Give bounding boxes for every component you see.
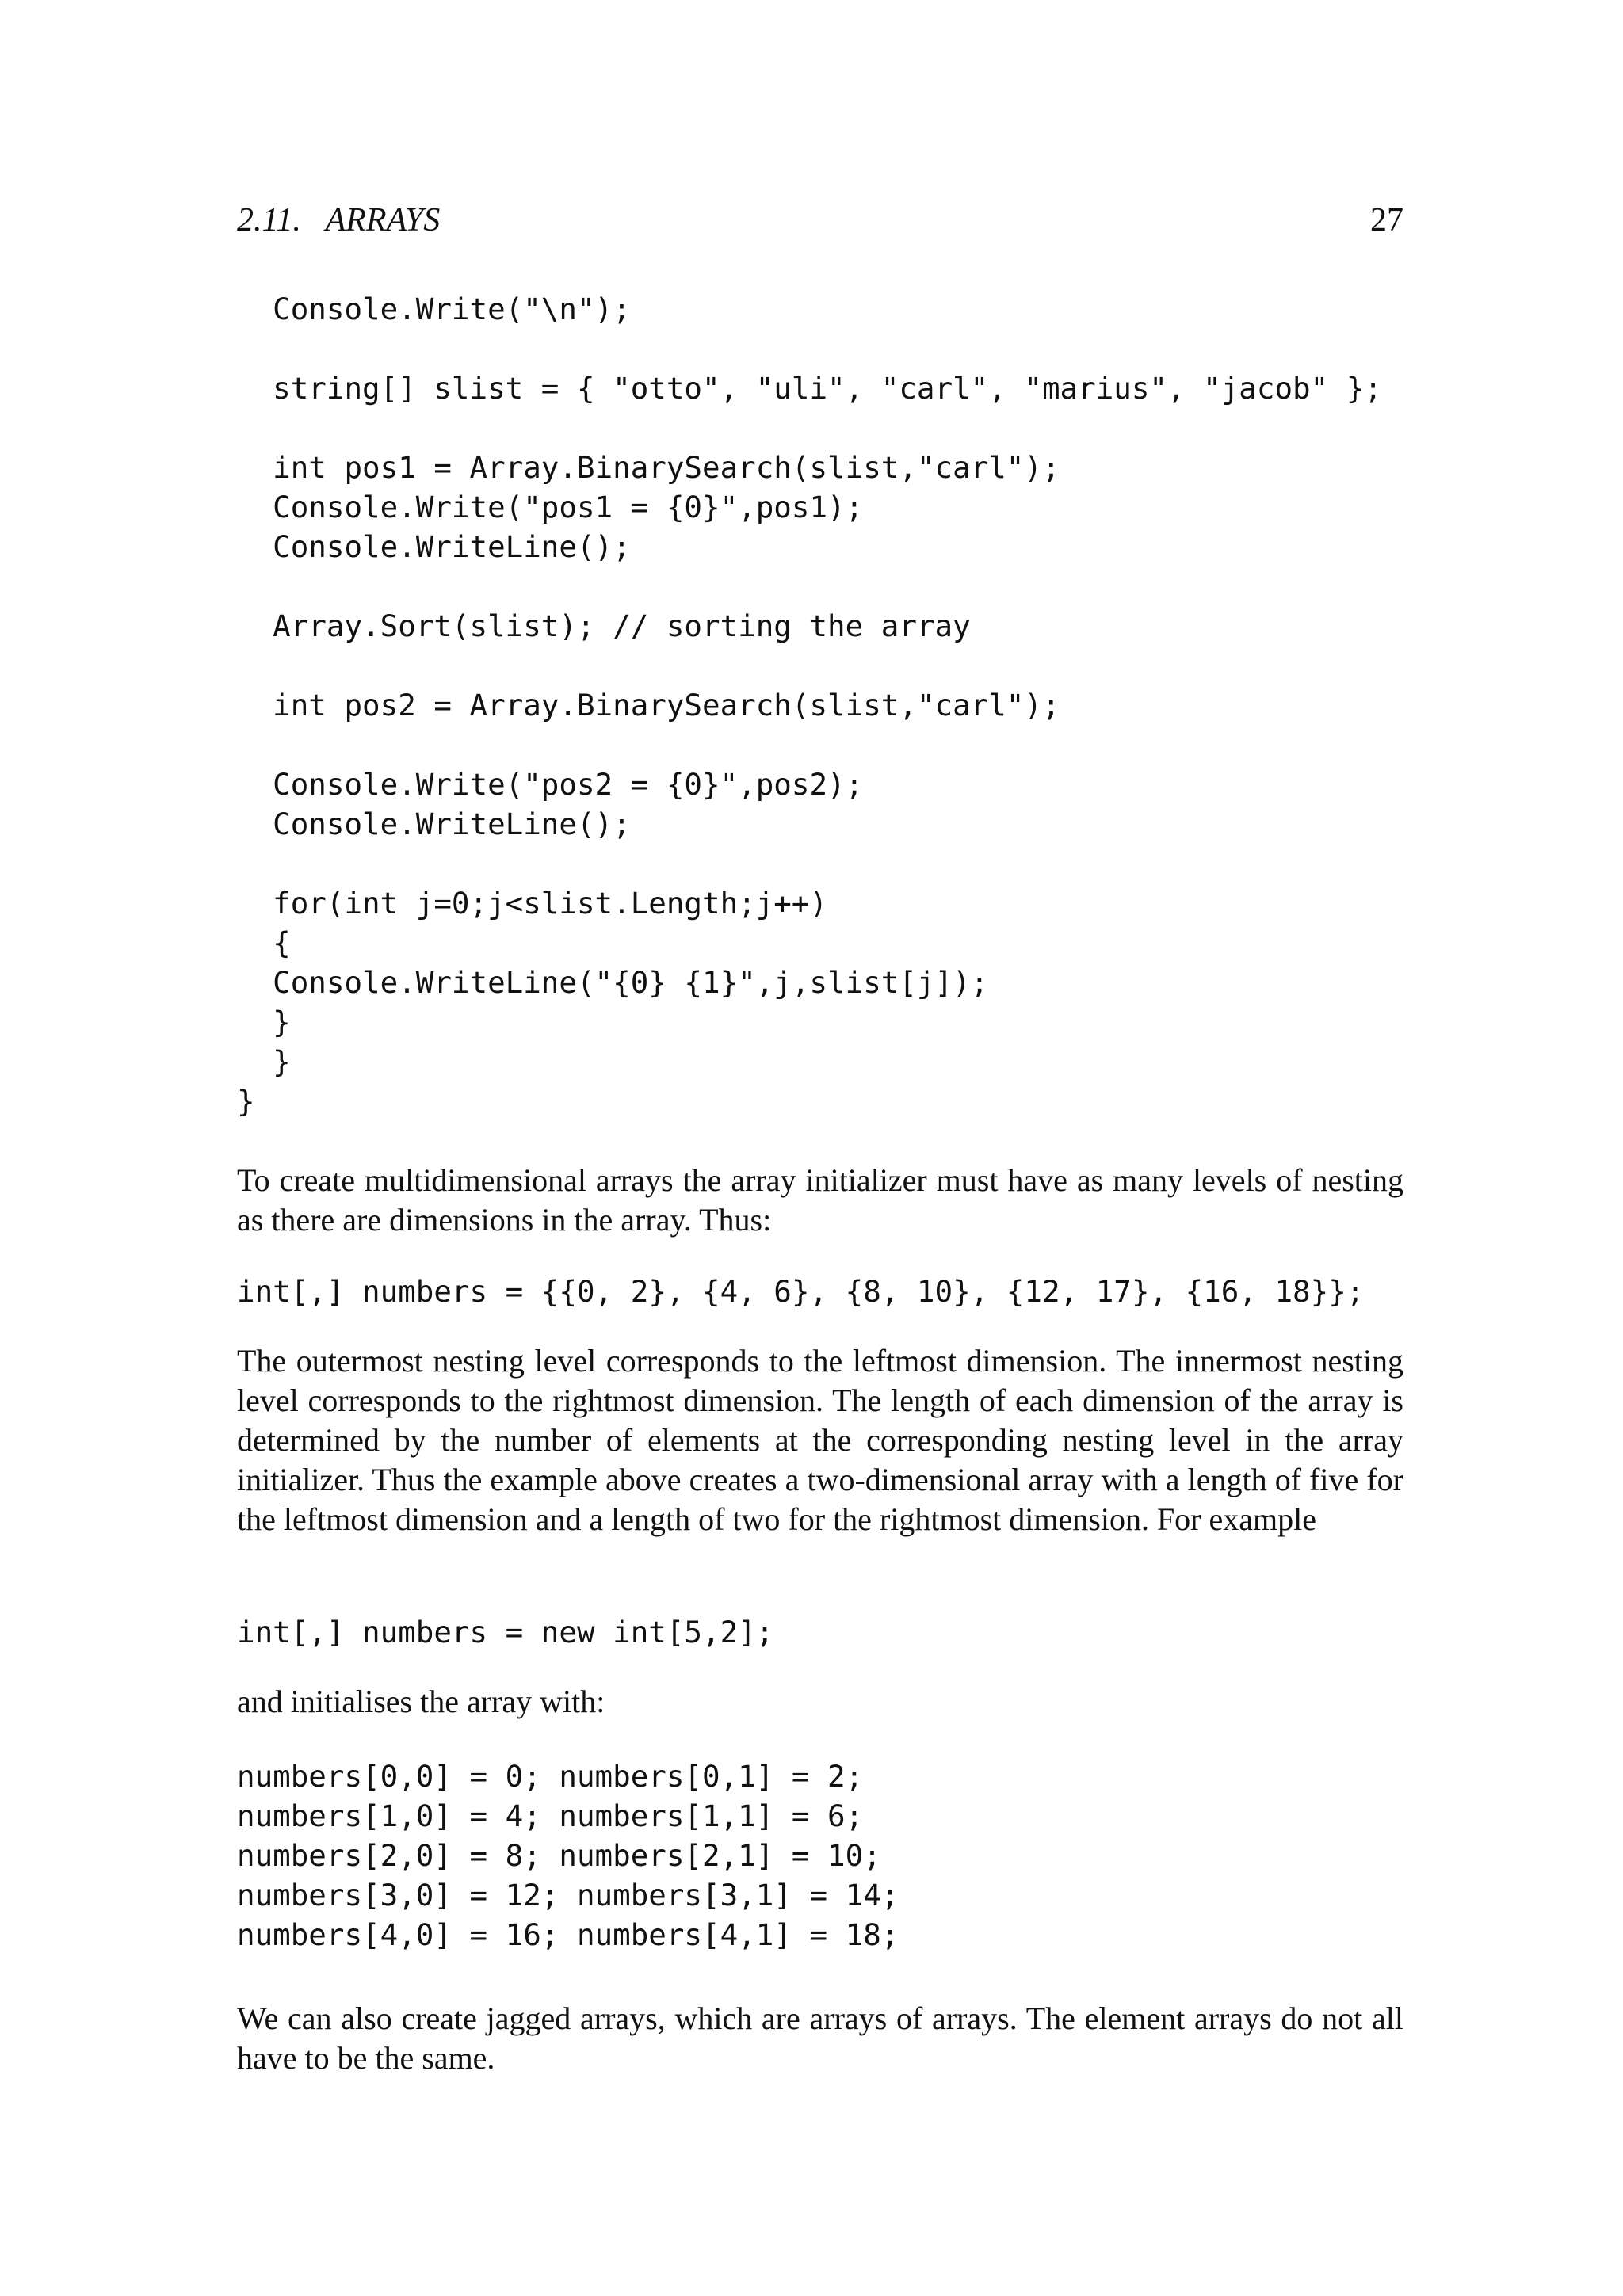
code-line: int pos2 = Array.BinarySearch(slist,"carl"); xyxy=(237,688,1060,723)
code-line: { xyxy=(237,925,291,960)
code-line xyxy=(237,408,1382,448)
code-line xyxy=(237,725,1382,765)
code-block-numbers-assign xyxy=(237,1756,899,1955)
code-numbers-initializer xyxy=(237,1272,1364,1311)
running-header xyxy=(237,196,1403,244)
code-line: Console.Write("\n"); xyxy=(237,292,631,326)
code-line: int[,] numbers = new int[5,2]; xyxy=(237,1615,774,1650)
code-line: int[,] numbers = {{0, 2}, {4, 6}, {8, 10}, {12, 17}, {16, 18}}; xyxy=(237,1274,1365,1309)
code-line: } xyxy=(237,1005,291,1039)
code-line xyxy=(237,566,1382,606)
code-line: Array.Sort(slist); // sorting the array xyxy=(237,608,971,643)
code-line: } xyxy=(237,1044,291,1079)
code-line: for(int j=0;j<slist.Length;j++) xyxy=(237,886,828,921)
paragraph-jagged-arrays: We can also create jagged arrays, which are arrays of arrays. The element arrays do not all have to be the same. xyxy=(237,2000,1403,2076)
code-line: numbers[2,0] = 8; numbers[2,1] = 10; xyxy=(237,1838,881,1873)
code-line: int pos1 = Array.BinarySearch(slist,"carl"); xyxy=(237,450,1060,485)
code-line: numbers[4,0] = 16; numbers[4,1] = 18; xyxy=(237,1917,899,1952)
paragraph-nesting-explanation: The outermost nesting level corresponds to the leftmost dimension. The innermost nesting level corresponds to the rightmost dimension. The length of each dimension of the array is determined by the number of elements at the corresponding nesting level in the array initializer. Thus the example above creates a two-dimensional array with a length of five for the leftmost dimension and a length of two for the rightmost dimension. For example xyxy=(237,1343,1403,1537)
code-line: Console.Write("pos1 = {0}",pos1); xyxy=(237,490,864,524)
code-line: Console.Write("pos2 = {0}",pos2); xyxy=(237,767,864,802)
code-line: numbers[1,0] = 4; numbers[1,1] = 6; xyxy=(237,1798,864,1833)
code-line: Console.WriteLine(); xyxy=(237,529,631,564)
code-line: Console.WriteLine(); xyxy=(237,807,631,841)
code-line xyxy=(237,329,1382,368)
code-line: Console.WriteLine("{0} {1}",j,slist[j]); xyxy=(237,965,989,1000)
code-block-binary-search xyxy=(237,289,1382,1121)
page-number: 27 xyxy=(1370,202,1403,238)
code-line: } xyxy=(237,1084,255,1119)
code-line: numbers[3,0] = 12; numbers[3,1] = 14; xyxy=(237,1878,899,1913)
section-title: 2.11. ARRAYS xyxy=(237,202,441,238)
paragraph-initialises: and initialises the array with: xyxy=(237,1684,605,1719)
code-line: numbers[0,0] = 0; numbers[0,1] = 2; xyxy=(237,1759,864,1794)
code-numbers-new xyxy=(237,1612,773,1652)
code-line xyxy=(237,844,1382,883)
code-line xyxy=(237,646,1382,685)
paragraph-multidimensional-intro: To create multidimensional arrays the array initializer must have as many levels of nesting as there are dimensions in the array. Thus: xyxy=(237,1162,1403,1238)
code-line: string[] slist = { "otto", "uli", "carl", "marius", "jacob" }; xyxy=(237,371,1382,406)
